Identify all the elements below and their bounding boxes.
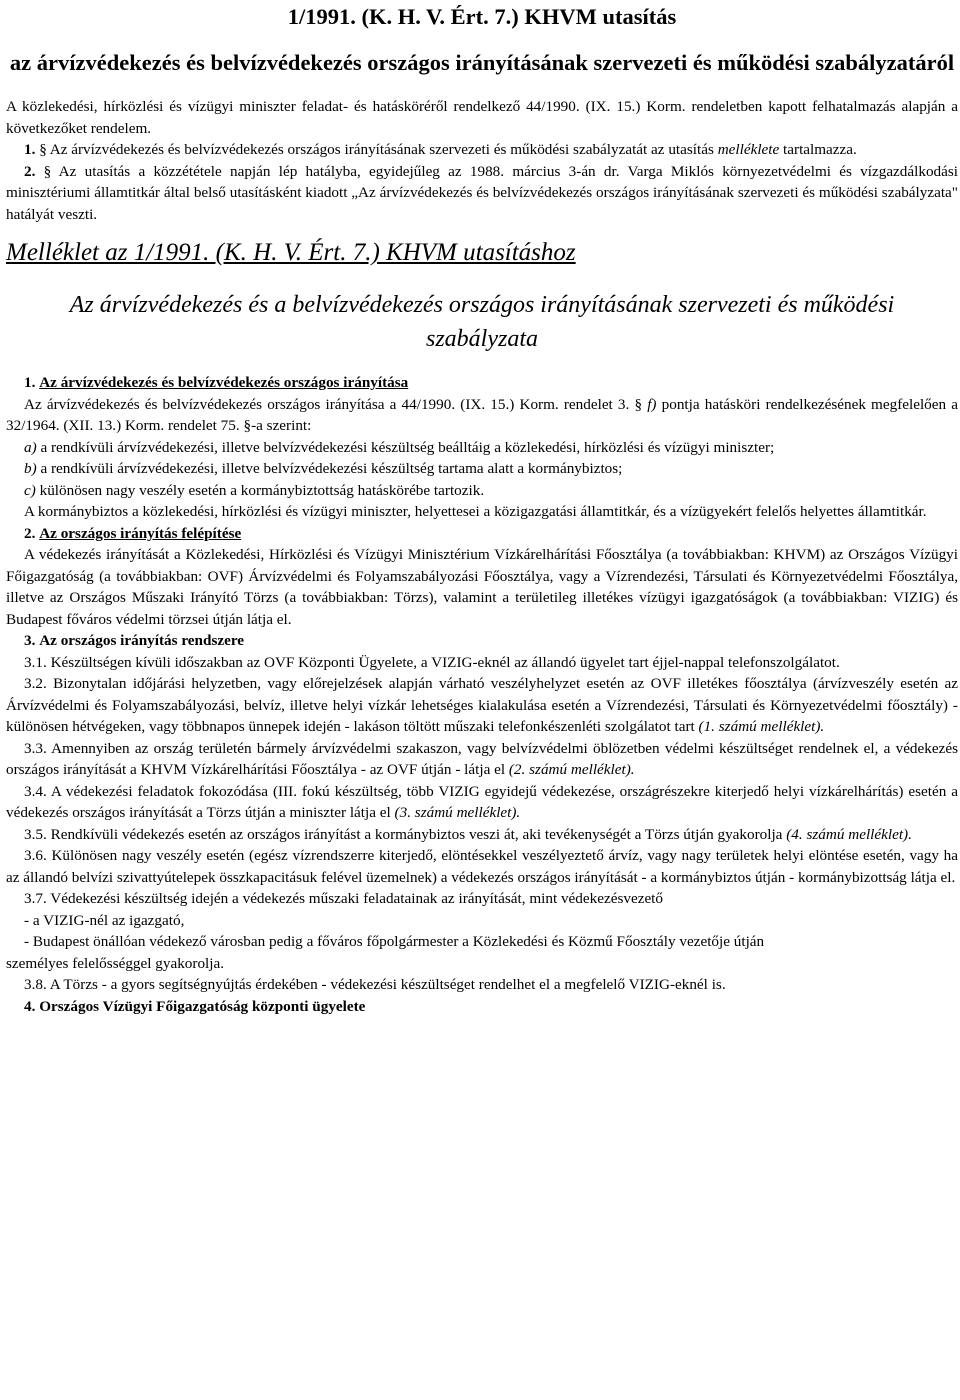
- dash-item: - a VIZIG-nél az igazgató,: [24, 911, 185, 929]
- section-sign: §: [243, 417, 252, 434]
- list-item: 3.4. A védekezési feladatok fokozódása (III. fokú készültség, több VIZIG egyidejű védekezése, országrészekre kiterjedő helyi vízkárelhárítás) esetén a védekezés országos irányítását a Törzs útján a miniszter látja el (3. számú melléklet).: [6, 782, 958, 821]
- section-2-heading: 2. Az országos irányítás felépítése: [24, 524, 242, 542]
- section-1-heading: 1. Az árvízvédekezés és belvízvédekezés országos irányítása: [24, 374, 409, 391]
- section-sign: §: [39, 141, 47, 158]
- list-item: 3.2. Bizonytalan időjárási helyzetben, vagy előrejelzések alapján várható veszélyhelyzet esetén az OVF illetékes főosztálya (árvízveszély esetén az Árvízvédelmi és Folyamszabályozási, belvíz, illetve helyi vízkár lehetséges kialakulása esetén a Vízrendezési, Társulati és Környezetvédelmi főosztály) - különösen hétvégeken, vagy többnapos ünnepek idején - lakáson töltött műszaki telefonkészenléti szolgálatot tart (1. számú melléklet).: [6, 675, 958, 735]
- list-item: 3.7. Védekezési készültség idején a védekezés műszaki feladatainak az irányítását, mint védekezésvezető: [24, 890, 663, 907]
- list-item: 3.8. A Törzs - a gyors segítségnyújtás érdekében - védekezési készültséget rendelhet el a megfelelő VIZIG-eknél is.: [24, 976, 726, 993]
- document-page: [6, 0, 958, 1017]
- section-3-heading: 3. Az országos irányítás rendszere: [24, 632, 245, 649]
- list-item: 3.6. Különösen nagy veszély esetén (egész vízrendszerre kiterjedő, elöntésekkel veszélyeztető árvíz, vagy nagy területek helyi elöntése esetén, vagy ha az állandó belvízi szivattyútelepek összkapacitásuk felével üzemelnek) a védekezés országos irányítását - a kormánybiztos útján - kormánybizottság látja el.: [6, 847, 958, 886]
- document-title: 1/1991. (K. H. V. Ért. 7.) KHVM utasítás: [287, 4, 677, 29]
- annex-subtitle: Az árvízvédekezés és a belvízvédekezés országos irányításának szervezeti és működési szabályzata: [69, 292, 895, 352]
- annex-reference[interactable]: (1. számú melléklet).: [698, 718, 825, 735]
- dash-item: - Budapest önállóan védekező városban pedig a főváros főpolgármester a Közlekedési és Közmű Főosztály vezetője útján: [24, 933, 765, 950]
- section-1-body: Az árvízvédekezés és belvízvédekezés országos irányítása a 44/1990. (IX. 15.) Korm. rendelet 3. § f) pontja hatásköri rendelkezésének megfelelően a 32/1964. (XII. 13.) Korm. rendelet 75. §-a szerint:: [6, 395, 959, 434]
- section-1-closing: A kormánybiztos a közlekedési, hírközlési és vízügyi miniszter, helyettesei a közigazgatási államtitkár, és a vízügyekért felelős helyettes államtitkár.: [24, 503, 927, 520]
- annex-heading: Melléklet az 1/1991. (K. H. V. Ért. 7.) KHVM utasításhoz: [6, 239, 576, 266]
- list-item: 3.5. Rendkívüli védekezés esetén az országos irányítást a kormánybiztos veszi át, aki tevékenységét a Törzs útján gyakorolja (4. számú melléklet).: [24, 825, 912, 843]
- paragraph-number: 2.: [24, 162, 36, 180]
- section-4-heading: 4. Országos Vízügyi Főigazgatóság központi ügyelete: [24, 997, 366, 1015]
- list-item-a: a) a rendkívüli árvízvédekezési, illetve belvízvédekezési készültség beálltáig a közlekedési, hírközlési és vízügyi miniszter;: [24, 438, 775, 456]
- annex-link[interactable]: melléklete: [717, 141, 780, 158]
- paragraph-2: 2. § Az utasítás a közzététele napján lép hatályba, egyidejűleg az 1988. március 3-án dr. Varga Miklós környezetvédelmi és vízgazdálkodási minisztériumi államtitkár által belső utasításként kiadott „Az árvízvédekezés és belvízvédekezés országos irányításának szervezeti és működési szabályzata" hatályát veszti.: [6, 162, 959, 223]
- list-item: 3.1. Készültségen kívüli időszakban az OVF Központi Ügyelete, a VIZIG-eknél az állandó ügyelet tart éjjel-nappal telefonszolgálatot.: [24, 653, 840, 671]
- annex-reference[interactable]: (3. számú melléklet).: [394, 804, 521, 821]
- list-item-b: b) a rendkívüli árvízvédekezési, illetve belvízvédekezési készültség tartama alatt a kormánybiztos;: [24, 460, 623, 477]
- annex-reference[interactable]: (2. számú melléklet).: [508, 761, 635, 778]
- section-sign: §: [43, 162, 52, 180]
- section-2-body: A védekezés irányítását a Közlekedési, Hírközlési és Vízügyi Minisztérium Vízkárelhárítási Főosztálya (a továbbiakban: KHVM) az Országos Vízügyi Főigazgatóság (a továbbiakban: OVF) Árvízvédelmi és Folyamszabályozási Főosztálya, vagy a Vízrendezési, Társulati és Környezetvédelmi Főosztálya, illetve az Országos Műszaki Irányító Törzs (a továbbiakban: Törzs), valamint a területileg illetékes vízügyi igazgatóságok (a továbbiakban: VIZIG) és Budapest főváros védelmi törzsei útján látja el.: [6, 546, 958, 628]
- list-item-c: c) különösen nagy veszély esetén a kormánybiztottság hatáskörébe tartozik.: [24, 481, 485, 499]
- dash-item-continuation: személyes felelősséggel gyakorolja.: [6, 954, 225, 972]
- list-item: 3.3. Amennyiben az ország területén bármely árvízvédelmi szakaszon, vagy belvízvédelmi öblözetben védelmi készültséget rendelnek el, a védekezés országos irányítását a KHVM Vízkárelhárítási Főosztálya - az OVF útján - látja el (2. számú melléklet).: [6, 739, 958, 778]
- paragraph-number: 1.: [24, 141, 36, 158]
- document-subject: az árvízvédekezés és belvízvédekezés országos irányításának szervezeti és működési szabályzatáról: [9, 50, 955, 75]
- section-sign: §: [634, 395, 643, 413]
- preamble: A közlekedési, hírközlési és vízügyi miniszter feladat- és hatásköréről rendelkező 44/1990. (IX. 15.) Korm. rendeletben kapott felhatalmazás alapján a következőket rendelem.: [6, 98, 958, 137]
- annex-reference[interactable]: (4. számú melléklet).: [786, 825, 912, 843]
- paragraph-1: 1. § Az árvízvédekezés és belvízvédekezés országos irányításának szervezeti és működési szabályzatát az utasítás melléklete tartalmazza.: [24, 141, 857, 158]
